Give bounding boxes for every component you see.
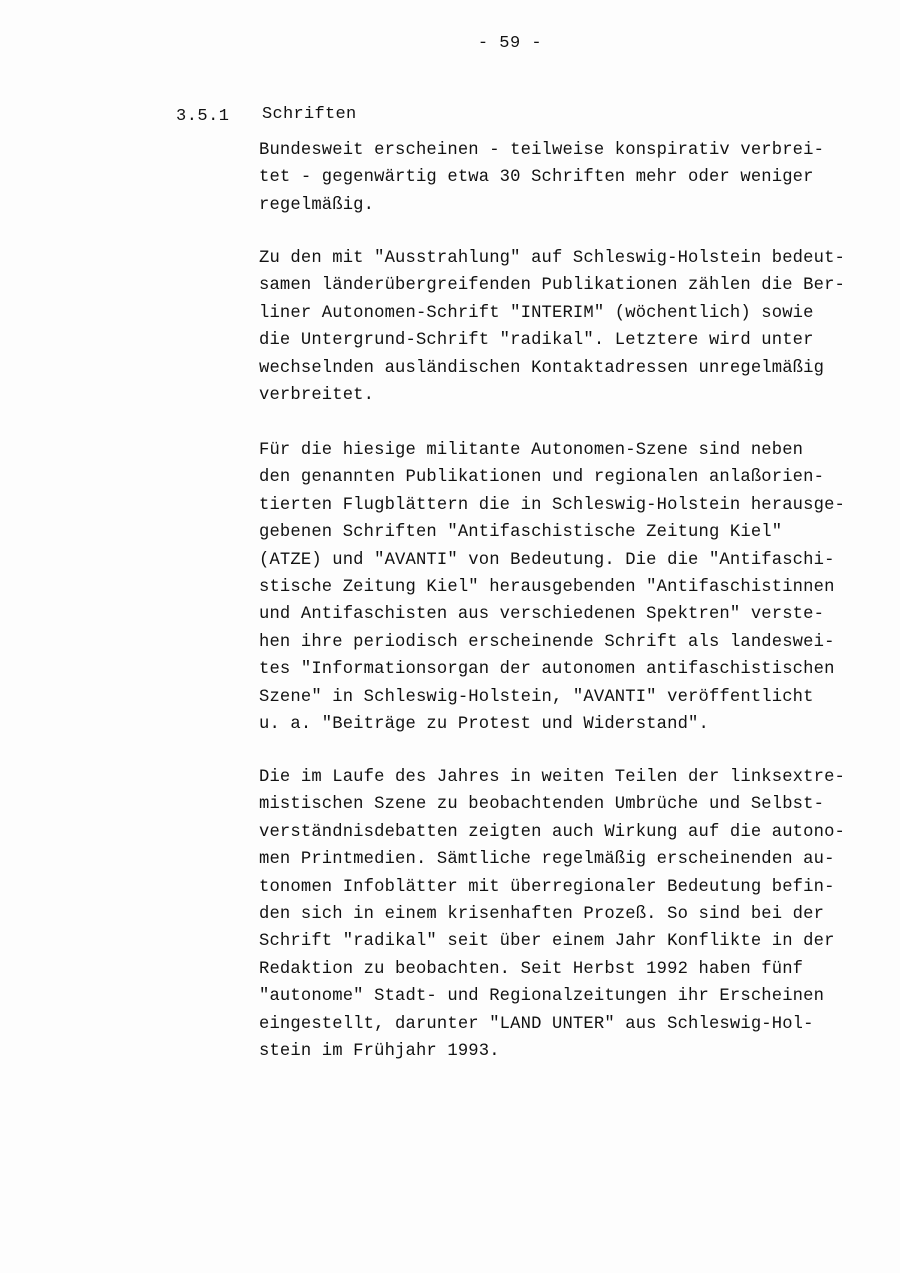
section-number: 3.5.1 bbox=[176, 107, 230, 126]
text-line: Szene" in Schleswig-Holstein, "AVANTI" veröffentlicht bbox=[259, 687, 814, 707]
text-line: "autonome" Stadt- und Regionalzeitungen ihr Erscheinen bbox=[259, 987, 825, 1007]
text-line: liner Autonomen-Schrift "INTERIM" (wöchentlich) sowie bbox=[259, 303, 814, 323]
text-line: verständnisdebatten zeigten auch Wirkung auf die autono- bbox=[259, 822, 845, 842]
text-line: wechselnden ausländischen Kontaktadressen unregelmäßig bbox=[259, 358, 825, 378]
text-line: tierten Flugblättern die in Schleswig-Holstein herausge- bbox=[259, 495, 845, 515]
text-line: die Untergrund-Schrift "radikal". Letztere wird unter bbox=[259, 331, 814, 351]
text-line: hen ihre periodisch erscheinende Schrift als landeswei- bbox=[259, 632, 835, 652]
text-line: (ATZE) und "AVANTI" von Bedeutung. Die die "Antifaschi- bbox=[259, 550, 835, 570]
text-line: stein im Frühjahr 1993. bbox=[259, 1042, 500, 1062]
text-line: samen länderübergreifenden Publikationen zählen die Ber- bbox=[259, 276, 845, 296]
paragraph-4 bbox=[259, 764, 879, 1065]
text-line: regelmäßig. bbox=[259, 195, 375, 215]
page-number: - 59 - bbox=[477, 34, 543, 53]
text-line: tonomen Infoblätter mit überregionaler Bedeutung befin- bbox=[259, 877, 835, 897]
text-line: stische Zeitung Kiel" herausgebenden "Antifaschistinnen bbox=[259, 578, 835, 598]
text-line: Für die hiesige militante Autonomen-Szene sind neben bbox=[259, 441, 804, 460]
text-line: u. a. "Beiträge zu Protest und Widerstand". bbox=[259, 715, 709, 735]
text-line: Die im Laufe des Jahres in weiten Teilen der linksextre- bbox=[259, 768, 845, 787]
text-line: den genannten Publikationen und regionalen anlaßorien- bbox=[259, 468, 825, 488]
paragraph-2 bbox=[259, 245, 879, 409]
paragraph-3 bbox=[259, 437, 879, 738]
section-title: Schriften bbox=[262, 105, 357, 124]
text-line: verbreitet. bbox=[259, 386, 375, 406]
text-line: Bundesweit erscheinen - teilweise konspirativ verbrei- bbox=[259, 141, 825, 160]
text-line: men Printmedien. Sämtliche regelmäßig erscheinenden au- bbox=[259, 850, 835, 870]
text-line: eingestellt, darunter "LAND UNTER" aus Schleswig-Hol- bbox=[259, 1014, 814, 1034]
text-line: und Antifaschisten aus verschiedenen Spektren" verste- bbox=[259, 605, 825, 625]
text-line: gebenen Schriften "Antifaschistische Zeitung Kiel" bbox=[259, 523, 783, 543]
text-line: Zu den mit "Ausstrahlung" auf Schleswig-Holstein bedeut- bbox=[259, 249, 845, 268]
text-line: Schrift "radikal" seit über einem Jahr Konflikte in der bbox=[259, 932, 835, 952]
text-line: den sich in einem krisenhaften Prozeß. So sind bei der bbox=[259, 905, 825, 925]
text-line: mistischen Szene zu beobachtenden Umbrüche und Selbst- bbox=[259, 795, 825, 815]
text-line: tet - gegenwärtig etwa 30 Schriften mehr oder weniger bbox=[259, 168, 814, 188]
paragraph-1 bbox=[259, 137, 879, 219]
text-line: tes "Informationsorgan der autonomen antifaschistischen bbox=[259, 660, 835, 680]
text-line: Redaktion zu beobachten. Seit Herbst 1992 haben fünf bbox=[259, 959, 804, 979]
